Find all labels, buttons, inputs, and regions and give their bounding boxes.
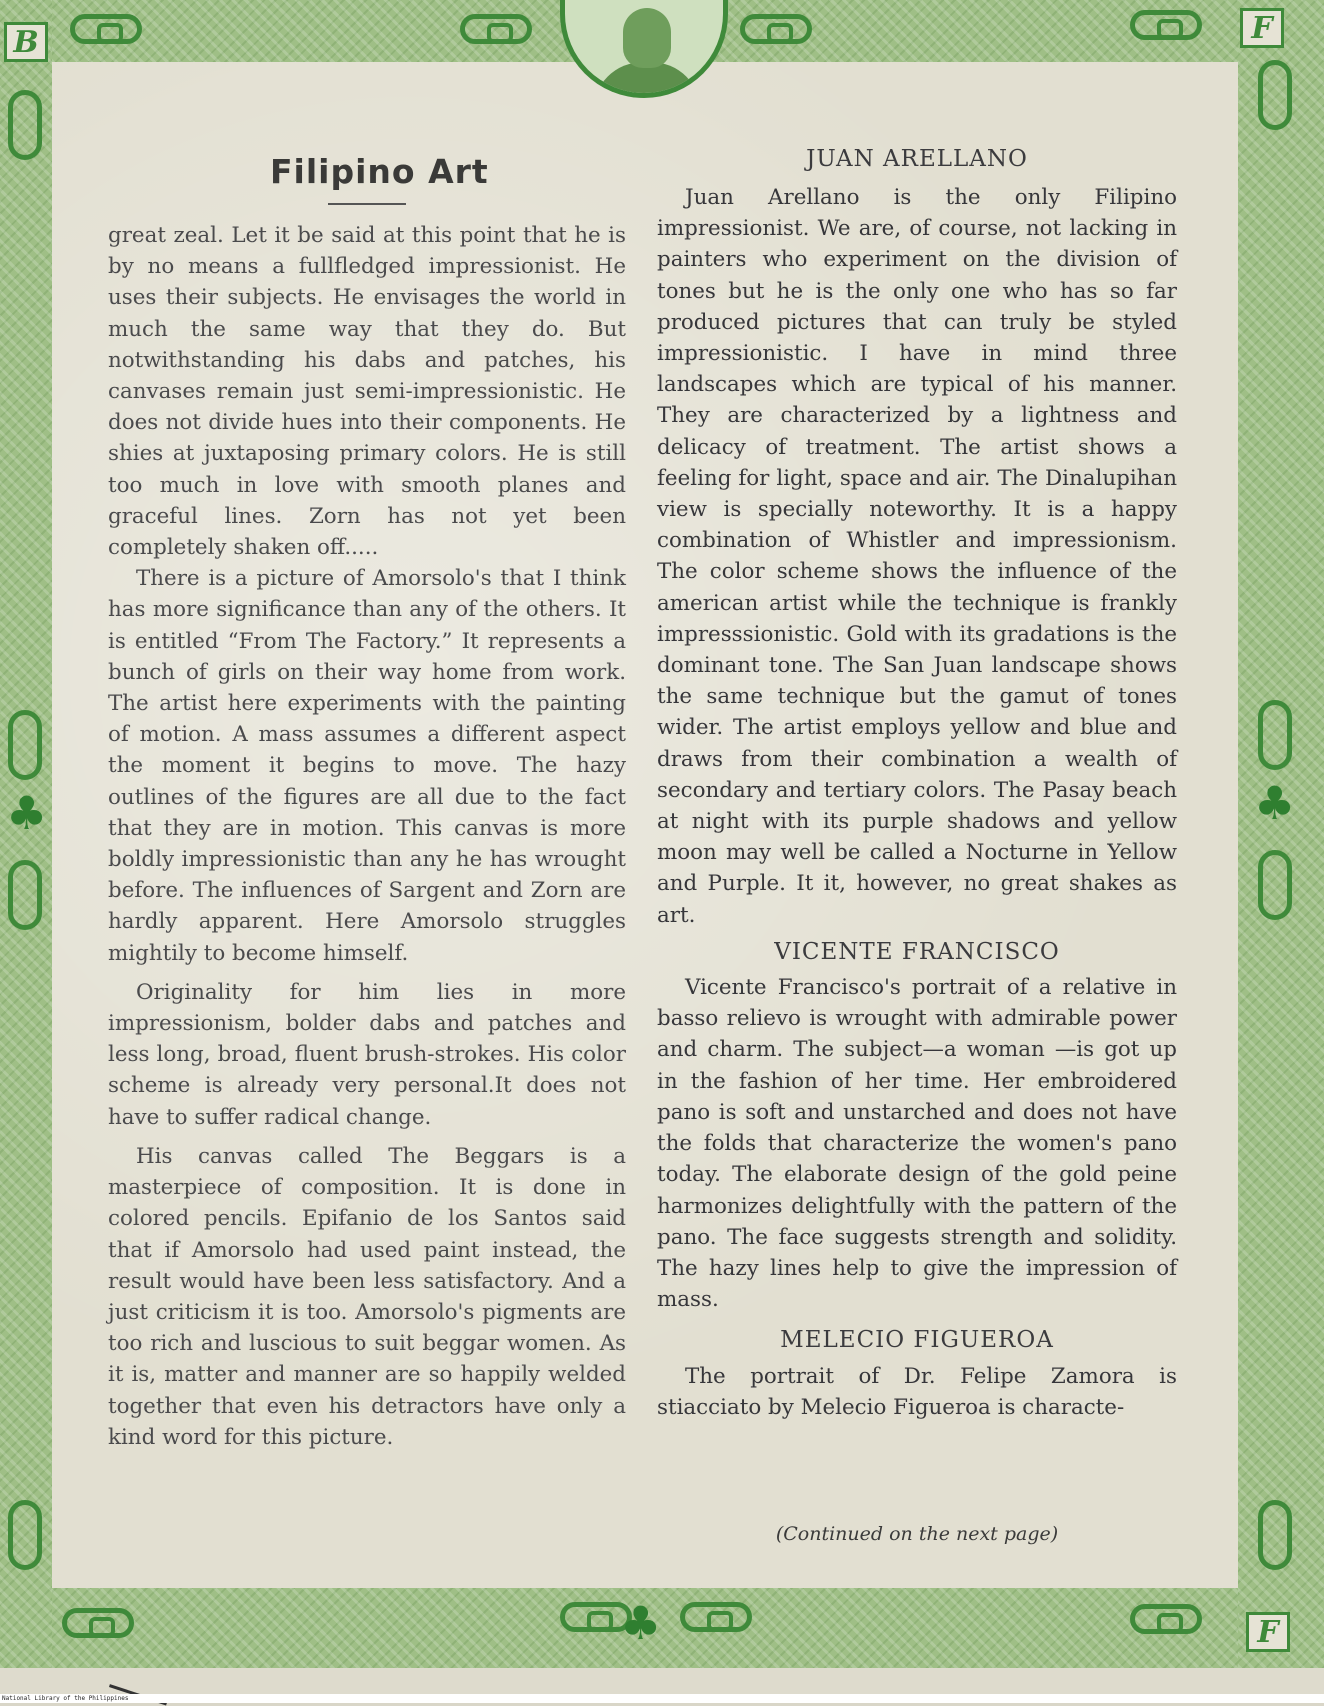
section-heading: VICENTE FRANCISCO (774, 938, 1060, 965)
paragraph: The portrait of Dr. Felipe Zamora is stiacciato by Melecio Figueroa is characte- (657, 1363, 1177, 1420)
shamrock-icon: ♣ (620, 1596, 662, 1650)
knot-ornament-icon (8, 1500, 42, 1570)
knot-ornament-icon (1258, 1500, 1292, 1570)
knot-ornament-icon (1130, 10, 1202, 40)
corner-letter-icon: B (4, 22, 48, 62)
knot-ornament-icon (460, 14, 532, 44)
shamrock-icon: ♣ (6, 786, 48, 840)
knot-ornament-icon (1258, 850, 1292, 920)
shamrock-icon: ♣ (1254, 776, 1296, 830)
knot-ornament-icon (70, 14, 142, 44)
paragraph: Juan Arellano is the only Filipino impressionist. We are, of course, not lacking in painters who experiment on the division of tones but he is the only one who has so far produced pictures that can truly be styled impressionistic. I have in mind three landscapes which are typical of his manner. They are characterized by a lightness and delicacy of treatment. The artist shows a feeling for light, space and air. The Dinalupihan view is specially noteworthy. It is a happy combination of Whistler and impressionism. The color scheme shows the influence of the american artist while the technique is frankly impresssionistic. Gold with its gradations is the dominant tone. The San Juan landscape shows the same technique but the gamut of tones wider. The artist employs yellow and blue and draws from their combination a wealth of secondary and tertiary colors. The Pasay beach at night with its purple shadows and yellow moon may well be called a Nocturne in Yellow and Purple. It it, however, no great shakes as art. (657, 185, 1177, 928)
section-heading: JUAN ARELLANO (806, 146, 1028, 172)
knot-ornament-icon (8, 90, 42, 160)
title-divider (328, 203, 406, 205)
footer-strip (0, 1694, 1324, 1703)
paragraph: Originality for him lies in more impressionism, bolder dabs and patches and less long, broad, fluent brush-strokes. His color scheme is already very personal.It does not have to suffer radical change. (108, 979, 626, 1130)
corner-letter-icon: F (1246, 1612, 1290, 1652)
paragraph: Vicente Francisco's portrait of a relative in basso relievo is wrought with admirable power and charm. The subject—a woman —is got up in the fashion of her time. Her embroidered pano is soft and unstarched and does not have the folds that characterize the women's pano today. The elaborate design of the gold peine harmonizes delightfully with the pattern of the pano. The face suggests strength and solidity. The hazy lines help to give the impression of mass. (657, 975, 1177, 1313)
article-title: Filipino Art (270, 152, 489, 191)
knot-ornament-icon (8, 710, 42, 780)
knot-ornament-icon (740, 14, 812, 44)
section-heading: MELECIO FIGUEROA (780, 1327, 1054, 1354)
knot-ornament-icon (1258, 700, 1292, 770)
library-credit: National Library of the Philippines (2, 1695, 129, 1702)
knot-ornament-icon (680, 1602, 752, 1632)
paragraph: great zeal. Let it be said at this point that he is by no means a fullfledged impressionist. He uses their subjects. He envisages the world in much the same way that they do. But notwithstanding his dabs and patches, his canvases remain just semi-impressionistic. He does not divide hues into their components. He shies at juxtaposing primary colors. He is still too much in love with smooth planes and graceful lines. Zorn has not yet been completely shaken off..... (108, 223, 626, 561)
left-column (108, 220, 626, 1453)
knot-ornament-icon (1258, 60, 1292, 130)
knot-ornament-icon (8, 860, 42, 930)
corner-letter-icon: F (1240, 8, 1284, 48)
border-bottom (0, 1588, 1324, 1668)
knot-ornament-icon (1130, 1604, 1202, 1634)
portrait-head (623, 8, 671, 68)
paragraph: His canvas called The Beggars is a masterpiece of composition. It is done in colored pencils. Epifanio de los Santos said that if Amorsolo had used paint instead, the result would have been less satisfactory. And a just criticism it is too. Amorsolo's pigments are too rich and luscious to suit beggar women. As it is, matter and manner are so happily welded together that even his detractors have only a kind word for this picture. (108, 1143, 626, 1450)
paragraph: There is a picture of Amorsolo's that I think has more significance than any of the others. It is entitled “From The Factory.” It represents a bunch of girls on their way home from work. The artist here experiments with the painting of motion. A mass assumes a different aspect the moment it begins to move. The hazy outlines of the figures are all due to the fact that they are in motion. This canvas is more boldly impressionistic than any he has wrought before. The influences of Sargent and Zorn are hardly apparent. Here Amorsolo struggles mightily to become himself. (108, 566, 626, 966)
right-column (657, 182, 1177, 1423)
knot-ornament-icon (62, 1608, 134, 1638)
border-right (1238, 0, 1324, 1668)
continued-note: (Continued on the next page) (775, 1523, 1059, 1545)
